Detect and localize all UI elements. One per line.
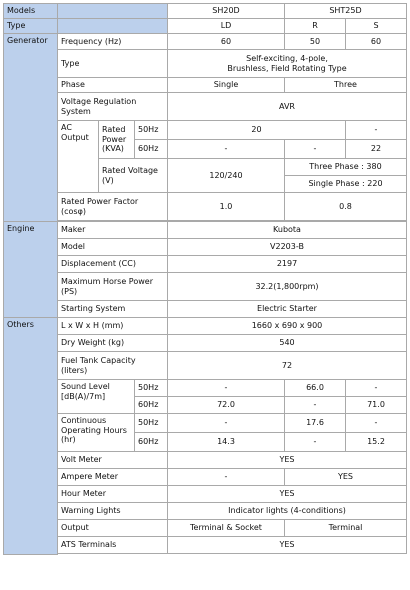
ampere-meter-ld: - xyxy=(168,469,285,486)
group-others: Others xyxy=(4,318,58,555)
power-factor-label: Rated Power Factor (cosφ) xyxy=(58,193,168,221)
phase-rs: Three xyxy=(285,78,407,93)
power-factor-ld: 1.0 xyxy=(168,193,285,221)
sound-level-50-s: - xyxy=(346,380,407,397)
max-hp-label: Maximum Horse Power (PS) xyxy=(58,273,168,301)
maker-label: Maker xyxy=(58,222,168,239)
volt-meter-label: Volt Meter xyxy=(58,452,168,469)
engine-model-label: Model xyxy=(58,239,168,256)
warning-lights-value: Indicator lights (4-conditions) xyxy=(168,503,407,520)
frequency-ld: 60 xyxy=(168,34,285,50)
gen-type-label: Type xyxy=(58,50,168,78)
rated-voltage-label: Rated Voltage (V) xyxy=(99,159,168,193)
model-sh20d: SH20D xyxy=(168,4,285,19)
phase-ld: Single xyxy=(168,78,285,93)
continuous-hours-60-r: - xyxy=(285,433,346,452)
gen-type-value-line2: Brushless, Field Rotating Type xyxy=(227,63,347,73)
models-label-spacer xyxy=(58,4,168,19)
continuous-hours-50-r: 17.6 xyxy=(285,414,346,433)
sound-level-50-r: 66.0 xyxy=(285,380,346,397)
frequency-s: 60 xyxy=(346,34,407,50)
rated-voltage-three-phase: Three Phase : 380 xyxy=(285,159,407,176)
rated-power-50hz: 50Hz xyxy=(135,121,168,140)
frequency-label: Frequency (Hz) xyxy=(58,34,168,50)
group-engine: Engine xyxy=(4,222,58,318)
continuous-hours-60hz: 60Hz xyxy=(135,433,168,452)
hour-meter-label: Hour Meter xyxy=(58,486,168,503)
type-ld: LD xyxy=(168,19,285,34)
dimensions-label: L x W x H (mm) xyxy=(58,318,168,335)
voltage-regulation-value: AVR xyxy=(168,93,407,121)
type-label: Type xyxy=(4,19,58,34)
type-r: R xyxy=(285,19,346,34)
max-hp-value: 32.2(1,800rpm) xyxy=(168,273,407,301)
models-label: Models xyxy=(4,4,58,19)
sound-level-60-ld: 72.0 xyxy=(168,397,285,414)
power-factor-rs: 0.8 xyxy=(285,193,407,221)
rated-power-50-ldr: 20 xyxy=(168,121,346,140)
rated-power-label: Rated Power (KVA) xyxy=(99,121,135,159)
type-label-spacer xyxy=(58,19,168,34)
continuous-hours-50-ld: - xyxy=(168,414,285,433)
starting-system-value: Electric Starter xyxy=(168,301,407,318)
continuous-hours-60-s: 15.2 xyxy=(346,433,407,452)
gen-type-value xyxy=(168,50,407,78)
type-s: S xyxy=(346,19,407,34)
sound-level-60-s: 71.0 xyxy=(346,397,407,414)
frequency-r: 50 xyxy=(285,34,346,50)
dry-weight-value: 540 xyxy=(168,335,407,352)
fuel-tank-label: Fuel Tank Capacity (liters) xyxy=(58,352,168,380)
rated-power-60hz: 60Hz xyxy=(135,140,168,159)
displacement-value: 2197 xyxy=(168,256,407,273)
gen-type-value-line1: Self-exciting, 4-pole, xyxy=(246,53,328,63)
continuous-hours-label: Continuous Operating Hours (hr) xyxy=(58,414,135,452)
continuous-hours-50-s: - xyxy=(346,414,407,433)
group-generator: Generator xyxy=(4,34,58,222)
output-label: Output xyxy=(58,520,168,537)
sound-level-50-ld: - xyxy=(168,380,285,397)
voltage-regulation-label: Voltage Regulation System xyxy=(58,93,168,121)
output-rs: Terminal xyxy=(285,520,407,537)
sound-level-60-r: - xyxy=(285,397,346,414)
warning-lights-label: Warning Lights xyxy=(58,503,168,520)
ampere-meter-label: Ampere Meter xyxy=(58,469,168,486)
model-sht25d: SHT25D xyxy=(285,4,407,19)
continuous-hours-60-ld: 14.3 xyxy=(168,433,285,452)
starting-system-label: Starting System xyxy=(58,301,168,318)
row-spacer xyxy=(58,554,407,555)
rated-voltage-single-phase: Single Phase : 220 xyxy=(285,176,407,193)
output-ld: Terminal & Socket xyxy=(168,520,285,537)
ampere-meter-rs: YES xyxy=(285,469,407,486)
sound-level-60hz: 60Hz xyxy=(135,397,168,414)
maker-value: Kubota xyxy=(168,222,407,239)
rated-power-60-r: - xyxy=(285,140,346,159)
ats-terminals-label: ATS Terminals xyxy=(58,537,168,554)
phase-label: Phase xyxy=(58,78,168,93)
rated-power-50-s: - xyxy=(346,121,407,140)
rated-power-60-s: 22 xyxy=(346,140,407,159)
sound-level-50hz: 50Hz xyxy=(135,380,168,397)
spec-table xyxy=(3,3,407,555)
volt-meter-value: YES xyxy=(168,452,407,469)
fuel-tank-value: 72 xyxy=(168,352,407,380)
ats-terminals-value: YES xyxy=(168,537,407,554)
engine-model-value: V2203-B xyxy=(168,239,407,256)
ac-output-label: AC Output xyxy=(58,121,99,193)
dimensions-value: 1660 x 690 x 900 xyxy=(168,318,407,335)
dry-weight-label: Dry Weight (kg) xyxy=(58,335,168,352)
hour-meter-value: YES xyxy=(168,486,407,503)
continuous-hours-50hz: 50Hz xyxy=(135,414,168,433)
rated-voltage-ld: 120/240 xyxy=(168,159,285,193)
displacement-label: Displacement (CC) xyxy=(58,256,168,273)
sound-level-label: Sound Level [dB(A)/7m] xyxy=(58,380,135,414)
rated-power-60-ld: - xyxy=(168,140,285,159)
